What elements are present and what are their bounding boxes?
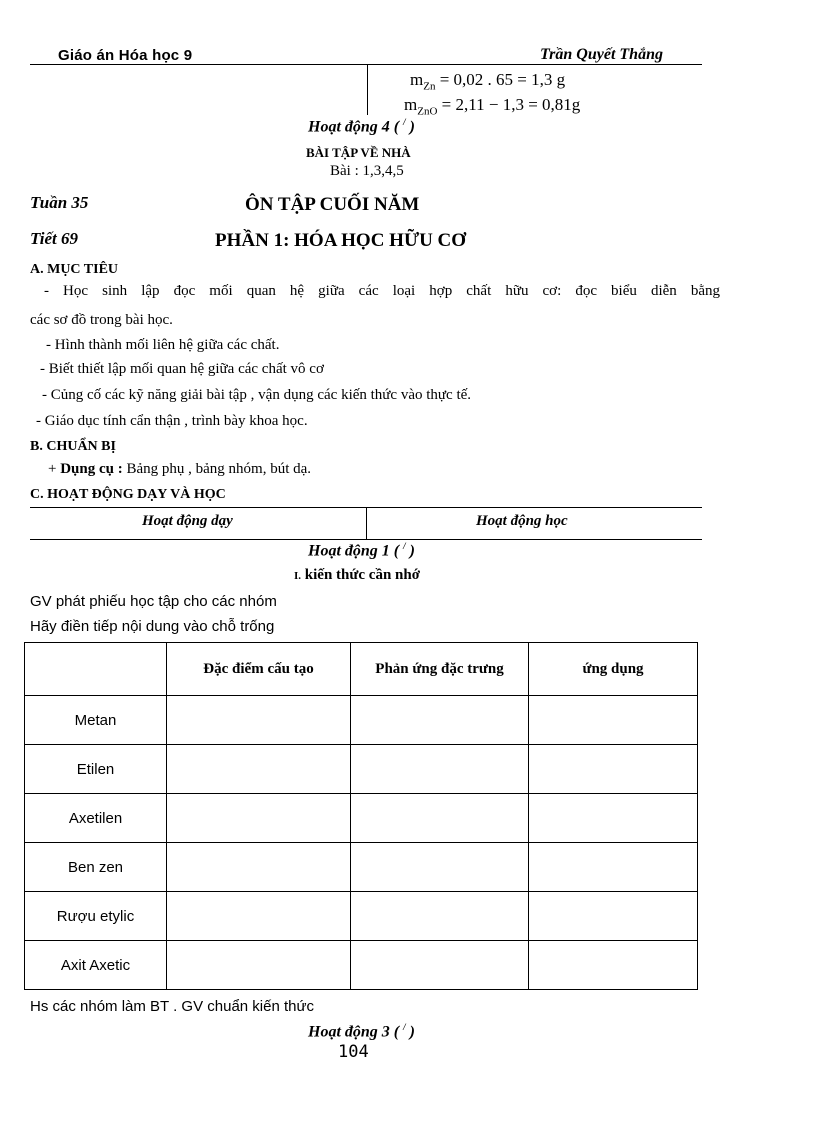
activity1-mark: / (403, 541, 406, 551)
table-row-label: Etilen (25, 745, 167, 794)
calc-symbol: m (404, 95, 418, 114)
table-cell[interactable] (529, 696, 698, 745)
calc-line-2 (404, 95, 580, 117)
table-row (25, 941, 698, 990)
section-a-line: các sơ đồ trong bài học. (30, 312, 173, 328)
table-cell[interactable] (167, 696, 351, 745)
section-a-line: - Biết thiết lập mối quan hệ giữa các chất vô cơ (40, 361, 324, 377)
lesson-label: Tiết 69 (30, 229, 78, 248)
table-row-label: Rượu etylic (25, 892, 167, 941)
table-header-cell: Đặc điểm cấu tạo (167, 643, 351, 696)
table-cell[interactable] (351, 941, 529, 990)
activity1-close: ) (409, 542, 415, 560)
table-row-label: Metan (25, 696, 167, 745)
table-header-cell (25, 643, 167, 696)
activity4-title-text: Hoạt động 4 ( (308, 118, 400, 136)
column-teach: Hoạt động dạy (142, 513, 233, 529)
columns-bottom-rule (30, 539, 702, 540)
section-a-title: A. MỤC TIÊU (30, 262, 119, 277)
activity1-subtitle-text: kiến thức cần nhớ (301, 567, 421, 583)
table-cell[interactable] (167, 892, 351, 941)
table-cell[interactable] (351, 794, 529, 843)
header-left: Giáo án Hóa học 9 (58, 47, 193, 64)
lesson-title: PHẦN 1: HÓA HỌC HỮU CƠ (215, 230, 467, 251)
table-cell[interactable] (529, 892, 698, 941)
columns-divider (366, 508, 367, 539)
header-rule (30, 64, 702, 65)
after-table-text: Hs các nhóm làm BT . GV chuẩn kiến thức (30, 998, 315, 1015)
activity1-subtitle (294, 567, 420, 584)
page-number: 104 (338, 1042, 369, 1062)
table-cell[interactable] (167, 941, 351, 990)
activity4-mark: / (403, 117, 406, 127)
header-right: Trần Quyết Thắng (540, 46, 663, 63)
activity1-subtitle-num: I. (294, 570, 302, 582)
calc-divider (367, 65, 368, 115)
table-cell[interactable] (167, 794, 351, 843)
knowledge-table (24, 642, 698, 990)
column-learn: Hoạt động học (476, 513, 568, 529)
table-cell[interactable] (529, 941, 698, 990)
calc-expr: = 0,02 . 65 = 1,3 g (435, 70, 566, 89)
calc-symbol: m (410, 70, 424, 89)
table-cell[interactable] (529, 745, 698, 794)
table-header-cell: Phản ứng đặc trưng (351, 643, 529, 696)
table-row-label: Axit Axetic (25, 941, 167, 990)
table-row (25, 794, 698, 843)
section-a-line: - Củng cố các kỹ năng giải bài tập , vận dụng các kiến thức vào thực tế. (42, 387, 472, 403)
table-cell[interactable] (351, 843, 529, 892)
table-row (25, 745, 698, 794)
calc-sub: Zn (423, 80, 436, 93)
table-cell[interactable] (351, 696, 529, 745)
table-header-cell: ứng dụng (529, 643, 698, 696)
homework-title: BÀI TẬP VỀ NHÀ (306, 145, 411, 160)
calc-sub: ZnO (417, 105, 438, 118)
table-row-label: Ben zen (25, 843, 167, 892)
activity3-mark: / (403, 1022, 406, 1032)
section-b-prefix: + (48, 461, 61, 477)
section-b-text: Bảng phụ , bảng nhóm, bút dạ. (122, 461, 312, 477)
activity3-close: ) (409, 1023, 415, 1041)
table-cell[interactable] (351, 892, 529, 941)
section-b-line (48, 461, 311, 478)
table-row (25, 843, 698, 892)
section-a-line: - Giáo dục tính cẩn thận , trình bày khoa học. (36, 413, 308, 429)
homework-items: Bài : 1,3,4,5 (330, 163, 404, 179)
table-row-label: Axetilen (25, 794, 167, 843)
section-c-title: C. HOẠT ĐỘNG DẠY VÀ HỌC (30, 487, 226, 502)
activity1-title (308, 541, 415, 560)
activity4-close: ) (409, 118, 415, 136)
table-row (25, 696, 698, 745)
week-label: Tuần 35 (30, 193, 89, 212)
table-cell[interactable] (167, 745, 351, 794)
activity1-title-text: Hoạt động 1 ( (308, 542, 400, 560)
table-cell[interactable] (351, 745, 529, 794)
section-a-para (30, 283, 720, 300)
table-cell[interactable] (529, 794, 698, 843)
section-b-title: B. CHUẨN BỊ (30, 439, 116, 454)
week-title: ÔN TẬP CUỐI NĂM (245, 194, 420, 215)
calc-line-1 (410, 70, 565, 92)
activity4-title (308, 117, 415, 136)
activity3-title-text: Hoạt động 3 ( (308, 1023, 400, 1041)
activity3-title (308, 1022, 415, 1041)
section-b-label: Dụng cụ : (60, 461, 123, 477)
table-cell[interactable] (167, 843, 351, 892)
table-cell[interactable] (529, 843, 698, 892)
table-row (25, 892, 698, 941)
section-a-line: - Học sinh lập đọc mối quan hệ giữa các loại hợp chất hữu cơ: đọc biểu diễn bằng (44, 283, 720, 299)
activity1-line1: GV phát phiếu học tập cho các nhóm (30, 593, 277, 610)
calc-expr: = 2,11 − 1,3 = 0,81g (437, 95, 581, 114)
table-header-row (25, 643, 698, 696)
section-a-line: - Hình thành mối liên hệ giữa các chất. (46, 337, 280, 353)
activity1-line2: Hãy điền tiếp nội dung vào chỗ trống (30, 618, 275, 635)
